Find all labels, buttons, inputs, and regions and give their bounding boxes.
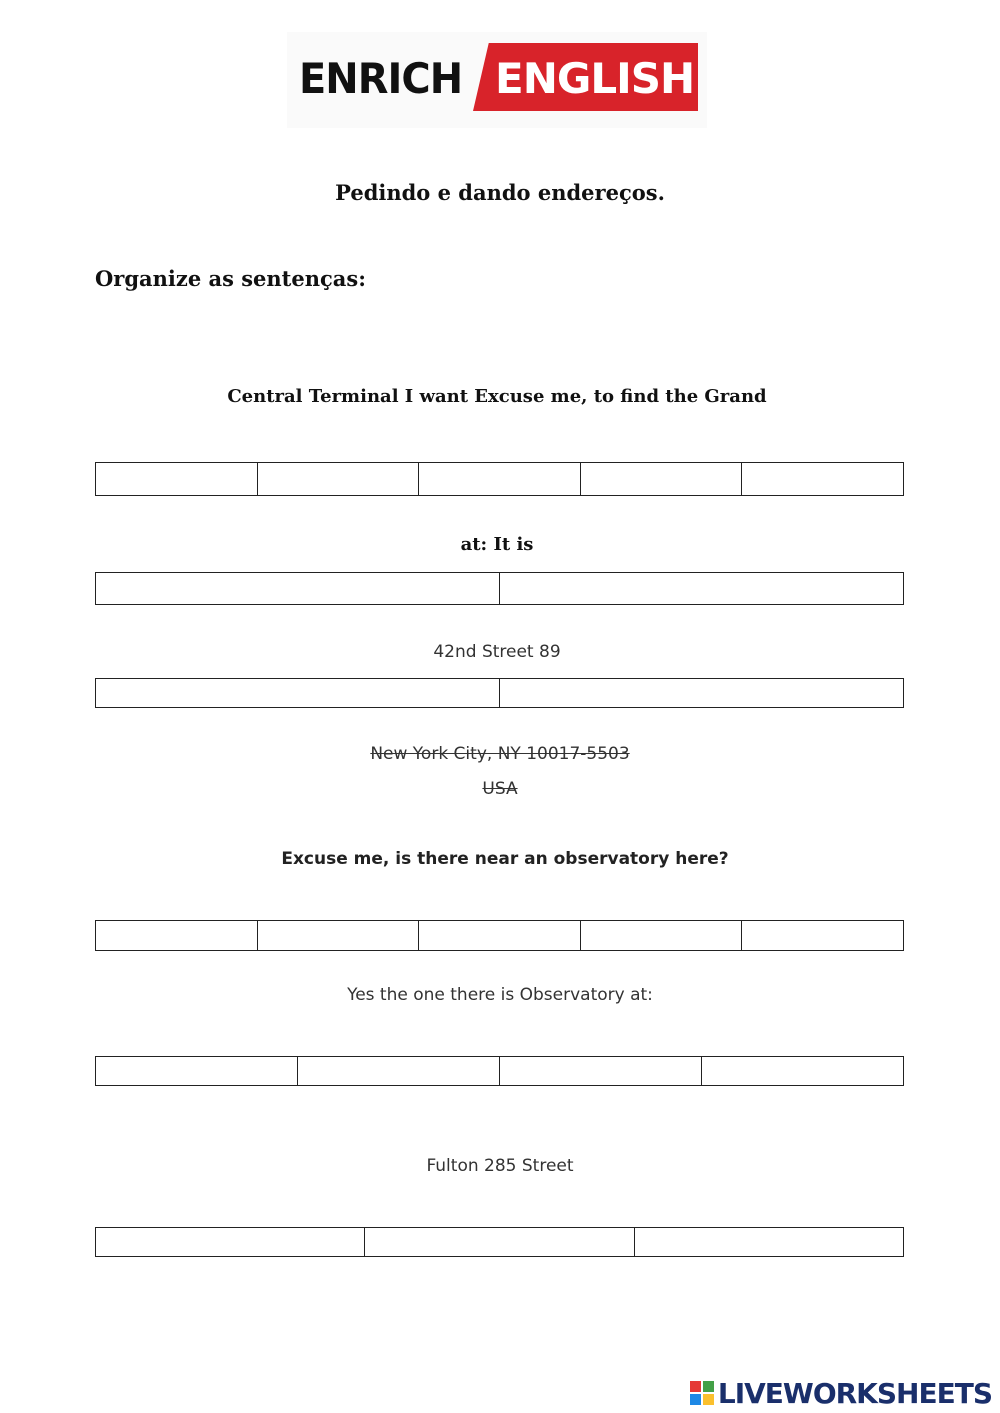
answer-box[interactable] xyxy=(298,1057,500,1085)
logo-word-enrich: ENRICH xyxy=(299,54,463,103)
answer-box[interactable] xyxy=(96,463,258,495)
answer-box[interactable] xyxy=(500,573,903,604)
exercise-6-prompt: Fulton 285 Street xyxy=(426,1156,574,1176)
answer-box[interactable] xyxy=(258,921,420,950)
answer-box[interactable] xyxy=(419,921,581,950)
answer-box[interactable] xyxy=(742,921,903,950)
answer-box[interactable] xyxy=(96,679,500,707)
enrich-english-logo xyxy=(287,32,707,128)
liveworksheets-wordmark: LIVEWORKSHEETS xyxy=(717,1376,992,1410)
answer-box[interactable] xyxy=(500,679,903,707)
exercise-2-answer-row xyxy=(95,572,904,605)
exercise-3-answer-row xyxy=(95,678,904,708)
exercise-1-prompt: Central Terminal I want Excuse me, to find the Grand xyxy=(227,386,767,407)
exercise-5-answer-row xyxy=(95,1056,904,1086)
exercise-4-prompt: Excuse me, is there near an observatory here? xyxy=(281,849,729,869)
struck-country-line: USA xyxy=(482,779,518,799)
answer-box[interactable] xyxy=(500,1057,702,1085)
page-title: Pedindo e dando endereços. xyxy=(335,180,665,205)
exercise-6-answer-row xyxy=(95,1227,904,1257)
answer-box[interactable] xyxy=(258,463,420,495)
exercise-2-prompt: at: It is xyxy=(460,534,534,555)
exercise-1-answer-row xyxy=(95,462,904,496)
liveworksheets-logo-icon xyxy=(690,1381,714,1405)
struck-city-line: New York City, NY 10017-5503 xyxy=(370,744,630,764)
answer-box[interactable] xyxy=(365,1228,634,1256)
answer-box[interactable] xyxy=(96,1057,298,1085)
answer-box[interactable] xyxy=(96,573,500,604)
logo-word-english: ENGLISH xyxy=(495,54,695,103)
liveworksheets-brand[interactable] xyxy=(690,1376,992,1410)
exercise-4-answer-row xyxy=(95,920,904,951)
exercise-3-prompt: 42nd Street 89 xyxy=(433,642,561,662)
answer-box[interactable] xyxy=(742,463,903,495)
answer-box[interactable] xyxy=(581,921,743,950)
answer-box[interactable] xyxy=(96,921,258,950)
answer-box[interactable] xyxy=(96,1228,365,1256)
instruction-text: Organize as sentenças: xyxy=(95,266,366,291)
exercise-5-prompt: Yes the one there is Observatory at: xyxy=(347,985,653,1005)
answer-box[interactable] xyxy=(702,1057,903,1085)
answer-box[interactable] xyxy=(581,463,743,495)
answer-box[interactable] xyxy=(635,1228,903,1256)
answer-box[interactable] xyxy=(419,463,581,495)
